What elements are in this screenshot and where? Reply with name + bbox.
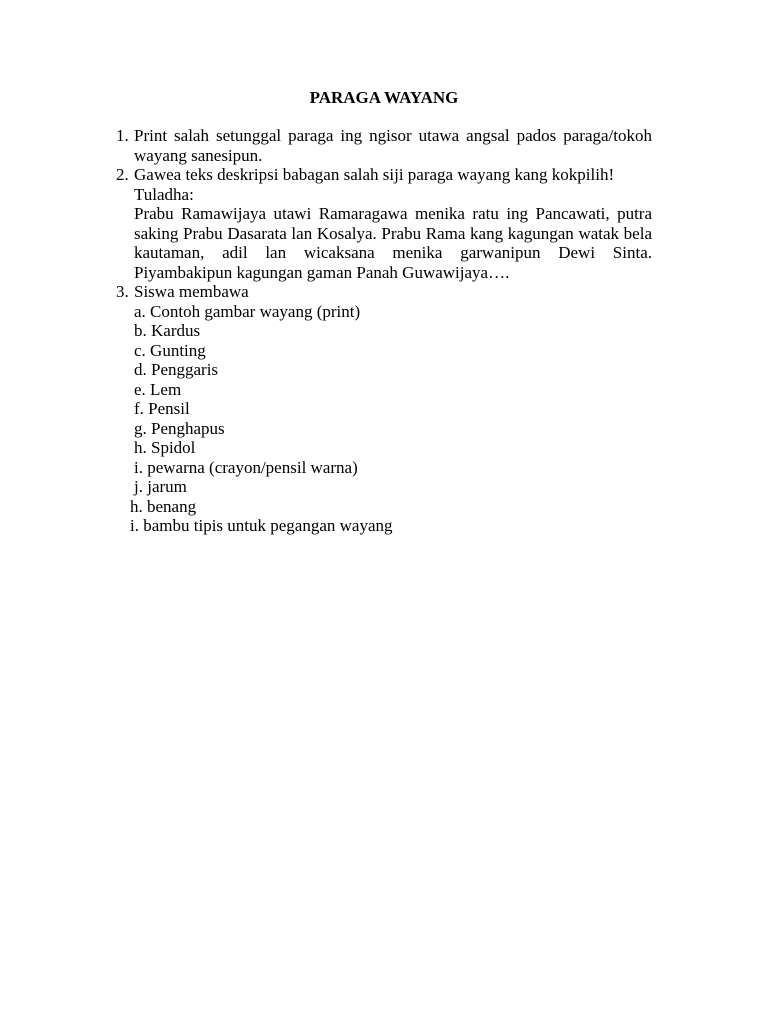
list-item-1	[116, 126, 652, 165]
supply-item-d: d. Penggaris	[134, 360, 219, 379]
supply-item-g: g. Penghapus	[134, 418, 225, 438]
supply-item-a: a. Contoh gambar wayang (print)	[134, 301, 361, 321]
supply-item-j: j. jarum	[134, 477, 187, 496]
list-item-3-number: 3.	[116, 282, 129, 301]
list-item-3-text: Siswa membawa	[134, 282, 249, 301]
supply-item-bambu: i. bambu tipis untuk pegangan wayang	[130, 516, 393, 535]
supply-item-i: i. pewarna (crayon/pensil warna)	[134, 457, 358, 477]
list-item-2	[116, 165, 652, 282]
list-item-1-number: 1.	[116, 126, 129, 145]
supply-item-b: b. Kardus	[134, 321, 201, 340]
example-label: Tuladha:	[134, 184, 194, 204]
list-item-2-number: 2.	[116, 165, 129, 184]
supply-item-h: h. Spidol	[134, 438, 196, 457]
list-item-2-text: Gawea teks deskripsi babagan salah siji paraga wayang kang kokpilih!	[134, 165, 615, 184]
list-item-1-text: Print salah setunggal paraga ing ngisor utawa angsal pados paraga/tokoh wayang sanesipun.	[134, 126, 652, 165]
supply-item-f: f. Pensil	[134, 399, 190, 418]
supply-item-e: e. Lem	[134, 379, 182, 399]
document-title: PARAGA WAYANG	[309, 88, 459, 107]
supply-item-benang: h. benang	[130, 496, 197, 516]
document-body	[116, 126, 652, 536]
example-paragraph: Prabu Ramawijaya utawi Ramaragawa menika ratu ing Pancawati, putra saking Prabu Dasarata lan Kosalya. Prabu Rama kang kagungan watak bela kautaman, adil lan wicaksana menika garwanipun Dewi Sinta. Piyambakipun kagungan gaman Panah Guwawijaya….	[134, 204, 652, 282]
supply-item-c: c. Gunting	[134, 340, 206, 360]
list-item-3	[116, 282, 652, 302]
